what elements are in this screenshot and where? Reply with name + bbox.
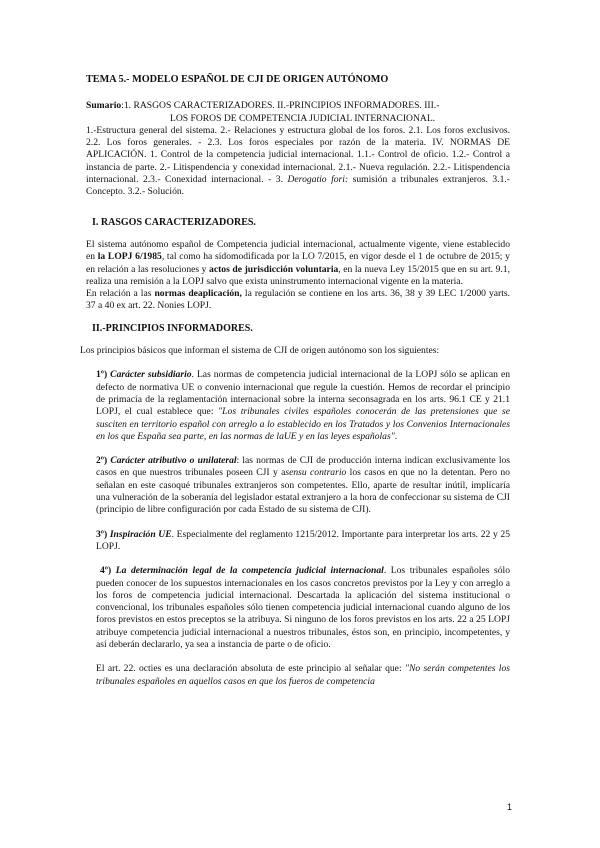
principle-3-text: . Especialmente del reglamento 1215/2012. Importante para interpretar los arts. 22 y 25 LOPJ. — [96, 528, 510, 552]
summary-rest-italic: Derogatio fori: — [287, 174, 349, 186]
summary-line2: LOS FOROS DE COMPETENCIA JUDICIAL INTERNACIONAL. — [170, 112, 436, 124]
principle-3 — [86, 529, 510, 554]
principle-2-number: 2º) — [96, 455, 111, 467]
section-heading-1: I. RASGOS CARACTERIZADORES. — [92, 216, 256, 228]
s1p1-text-d: , en la nueva Ley 15/2015 que en su art. 9.1, realiza una remisión a la LOPJ salvo que exista uninstrumento internacional vigente en la materia. — [86, 263, 510, 287]
principle-1-quote: "Los tribunales civiles españoles conocerán de las pretensiones que se susciten en territorio español con arreglo a lo establecido en los Tratados y los Convenios Internacionales en los que España sea parte, en las normas de laUE y en las leyes españolas" — [96, 406, 510, 442]
summary-label: Sumario — [86, 100, 122, 112]
closing-paragraph — [86, 663, 510, 688]
principle-4 — [86, 565, 510, 651]
s1p1-text-c: , tal como ha sidomodificada por la LO 7/2015, en vigor desde el 1 de octubre de 2015; y en relación a las resoluciones y — [86, 251, 510, 275]
principle-2-text-a: : las normas de CJI de producción interna indican exclusivamente los casos en que nuestros tribunales poseen CJI y a — [96, 455, 511, 479]
principle-2-text-b: los casos en que no la detentan. Pero no señalan en este casoqué tribunales extranjeros son competentes. Ello, aparte de resultar inútil, implicaría una vulneración de la soberanía del legislador estatal extranjero a la hora de confeccionar su sistema de CJI (principio de libre configuración por cada Estado de su sistema de CJI). — [96, 467, 510, 516]
principle-1 — [86, 369, 510, 443]
summary — [86, 100, 510, 198]
closing-quote: "No serán competentes los tribunales españoles en aquellos casos en que los fueros de competencia — [96, 663, 510, 687]
section1-paragraph1 — [86, 239, 510, 288]
document-page — [80, 74, 511, 688]
principle-1-number: 1º) — [96, 369, 111, 381]
principle-1-title: Carácter subsidiario — [110, 369, 192, 381]
principle-2-title: Carácter atributivo o unilateral — [110, 455, 237, 467]
document-title: TEMA 5.- MODELO ESPAÑOL DE CJI DE ORIGEN AUTÓNOMO — [86, 74, 389, 85]
s1p2-text-c: la regulación se contiene en los arts. 36, 38 y 39 LEC 1/2000 yarts. 37 a 40 ex art. 22. Nonies LOPJ. — [86, 288, 510, 312]
principle-3-title: Inspiración UE — [109, 528, 172, 540]
section1-paragraph2 — [86, 288, 510, 313]
principle-3-number: 3º) — [96, 528, 110, 540]
principle-2 — [86, 455, 510, 516]
summary-line1: :1. RASGOS CARACTERIZADORES. II.-PRINCIPIOS INFORMADORES. III.- — [121, 100, 440, 112]
s1p2-bold: normas deaplicación, — [154, 288, 242, 300]
s1p1-bold-lopj: la LOPJ 6/1985 — [97, 251, 162, 263]
section2-intro: Los principios básicos que informan el sistema de CJI de origen autónomo son los siguientes: — [80, 345, 440, 357]
principle-1-text: . Las normas de competencia judicial internacional de la LOPJ sólo se aplican en defecto de normativa UE o convenio internacional que regule la cuestión. Hemos de recordar el principio de primacía de la reglamentación internacional sobre la interna seconsagrada en los arts. 96.1 CE y 21.1 LOPJ, el cual establece que: — [96, 369, 510, 418]
page-number: 1 — [506, 802, 512, 812]
summary-rest-b: sumisión a tribunales extranjeros. 3.1.- Concepto. 3.2.- Solución. — [86, 174, 510, 198]
principle-4-number: 4º) — [100, 565, 116, 577]
closing-text: El art. 22. octies es una declaración absoluta de este principio al señalar que: — [96, 663, 405, 675]
s1p1-bold-actos: actos de jurisdicción voluntaria — [209, 263, 339, 275]
section-heading-2: II.-PRINCIPIOS INFORMADORES. — [92, 322, 253, 334]
principle-4-text: . Los tribunales españoles sólo pueden conocer de los supuestos internacionales en los casos concretos previstos por la Ley y con arreglo a los foros de competencia judicial internacional. Descartada la aplicación del sistema institucional o convencional, los tribunales españoles sólo tienen competencia judicial internacional cuando alguno de los foros previstos en estos preceptos se la atribuya. Si ninguno de los foros previstos en los arts. 22 a 25 LOPJ atribuye competencia judicial internacional a nuestros tribunales, éstos son, en principio, incompetentes, y así deberán declararlo, ya sea a instancia de parte o de oficio. — [96, 565, 510, 650]
summary-rest-a: 1.-Estructura general del sistema. 2.- Relaciones y estructura global de los foros. 2.1. Los foros exclusivos. 2.2. Los foros generales. - 2.3. Los foros especiales por razón de la materia. IV. NORMAS DE APLICACIÓN. 1. Control de la competencia judicial internacional. 1.1.- Control de oficio. 1.2.- Control a instancia de parte. 2.- Litispendencia y conexidad internacional. 2.1.- Nueva regulación. 2.2.- Litispendencia internacional. 2.3.- Conexidad internacional. - 3. — [86, 124, 510, 186]
s1p2-text-a: En relación a las — [86, 288, 155, 300]
principle-4-title: La determinación legal de la competencia judicial internacional — [115, 565, 384, 577]
principle-2-italic: sensu contrario — [285, 467, 347, 479]
s1p1-text-a: El sistema autónomo español de Competencia judicial internacional, actualmente vigente, viene establecido en — [86, 238, 510, 263]
principle-1-end: . — [394, 430, 398, 442]
